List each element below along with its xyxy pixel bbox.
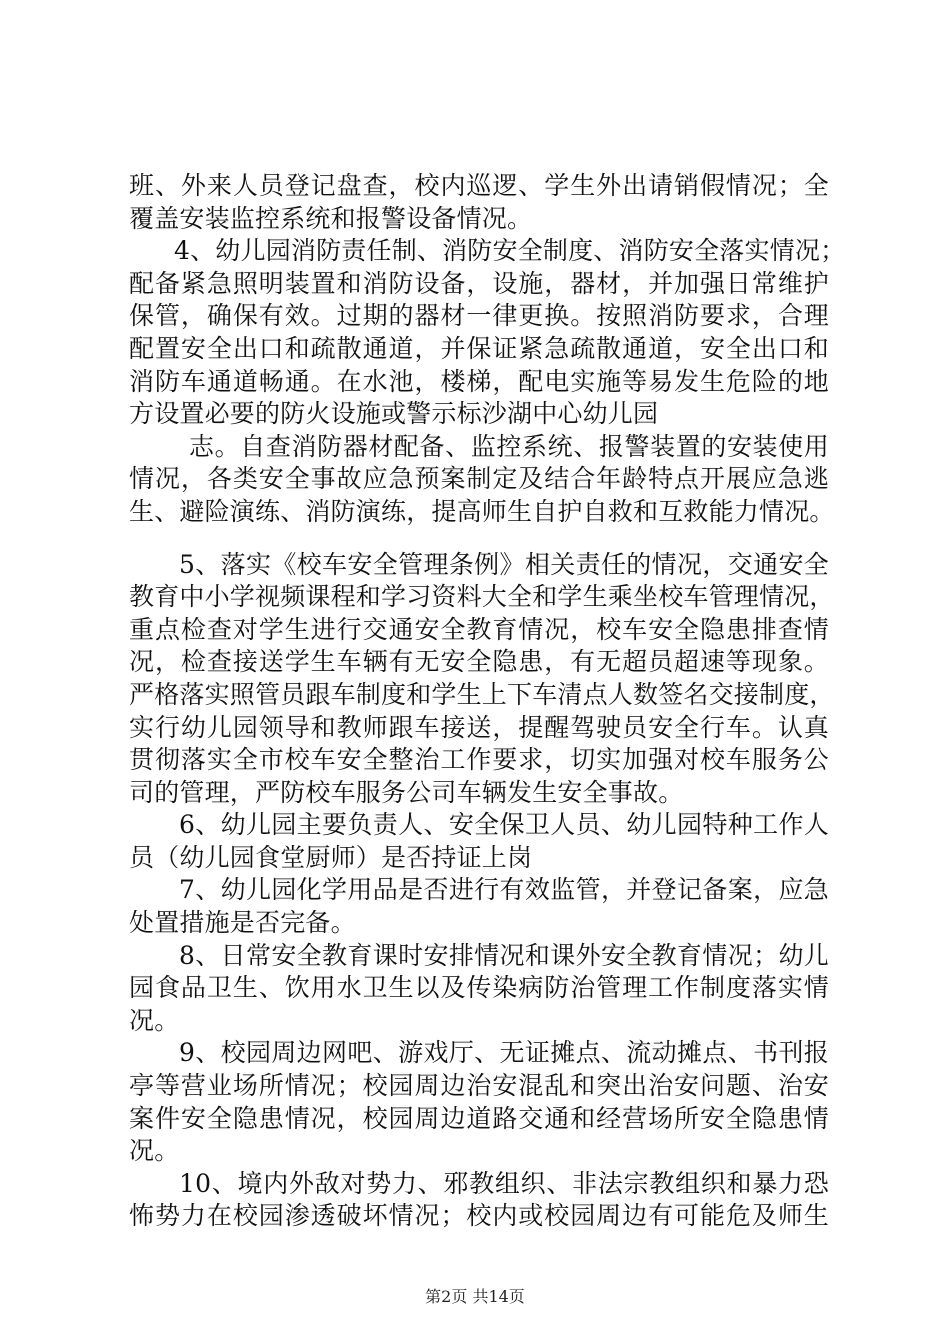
- text-line: 亭等营业场所情况；校园周边治安混乱和突出治安问题、治安: [129, 1071, 829, 1101]
- text-line: 司的管理，严防校车服务公司车辆发生安全事故。: [129, 777, 684, 807]
- text-line: 严格落实照管员跟车制度和学生上下车清点人数签名交接制度，: [129, 679, 835, 709]
- text-line: 贯彻落实全市校车安全整治工作要求，切实加强对校车服务公: [129, 745, 829, 775]
- text-line: 班、外来人员登记盘查，校内巡逻、学生外出请销假情况；全: [129, 171, 829, 200]
- text-line: 生、避险演练、消防演练，提高师生自护自救和互救能力情况。: [129, 496, 835, 526]
- text-line: 况。: [129, 1136, 180, 1166]
- text-line: 10、境内外敌对势力、邪教组织、非法宗教组织和暴力恐: [179, 1168, 829, 1198]
- text-line: 覆盖安装监控系统和报警设备情况。: [129, 203, 533, 233]
- text-line: 况。: [129, 1005, 180, 1035]
- text-line: 5、落实《校车安全管理条例》相关责任的情况，交通安全: [179, 549, 829, 579]
- text-line: 实行幼儿园领导和教师跟车接送，提醒驾驶员安全行车。认真: [129, 712, 829, 742]
- text-line: 重点检查对学生进行交通安全教育情况，校车安全隐患排查情: [129, 614, 829, 644]
- text-line: 员（幼儿园食堂厨师）是否持证上岗: [129, 842, 533, 872]
- text-line: 保管，确保有效。过期的器材一律更换。按照消防要求，合理: [129, 301, 829, 331]
- text-line: 教育中小学视频课程和学习资料大全和学生乘坐校车管理情况，: [129, 582, 835, 612]
- text-line: 案件安全隐患情况，校园周边道路交通和经营场所安全隐患情: [129, 1103, 829, 1133]
- paragraph-gap: [129, 529, 829, 549]
- text-line: 况，检查接送学生车辆有无安全隐患，有无超员超速等现象。: [129, 647, 829, 677]
- text-line: 情况，各类安全事故应急预案制定及结合年龄特点开展应急逃: [129, 464, 829, 494]
- text-line: 志。自查消防器材配备、监控系统、报警装置的安装使用: [189, 431, 829, 461]
- text-line: 方设置必要的防火设施或警示标沙湖中心幼儿园: [129, 399, 659, 429]
- text-line: 9、校园周边网吧、游戏厅、无证摊点、流动摊点、书刊报: [179, 1038, 829, 1068]
- text-line: 4、幼儿园消防责任制、消防安全制度、消防安全落实情况；: [174, 236, 846, 266]
- text-line: 消防车通道畅通。在水池，楼梯，配电实施等易发生危险的地: [129, 366, 829, 396]
- text-line: 6、幼儿园主要负责人、安全保卫人员、幼儿园特种工作人: [179, 810, 829, 840]
- text-line: 7、幼儿园化学用品是否进行有效监管，并登记备案，应急: [179, 875, 829, 905]
- text-line: 怖势力在校园渗透破坏情况；校内或校园周边有可能危及师生: [129, 1201, 829, 1231]
- page-footer: 第2页 共14页: [425, 1287, 525, 1306]
- body-text: [129, 170, 846, 1233]
- text-line: 园食品卫生、饮用水卫生以及传染病防治管理工作制度落实情: [129, 973, 829, 1003]
- text-line: 处置措施是否完备。: [129, 908, 356, 938]
- text-line: 配备紧急照明装置和消防设备，设施，器材，并加强日常维护: [129, 268, 829, 298]
- text-line: 8、日常安全教育课时安排情况和课外安全教育情况；幼儿: [179, 940, 829, 970]
- text-line: 配置安全出口和疏散通道，并保证紧急疏散通道，安全出口和: [129, 333, 829, 363]
